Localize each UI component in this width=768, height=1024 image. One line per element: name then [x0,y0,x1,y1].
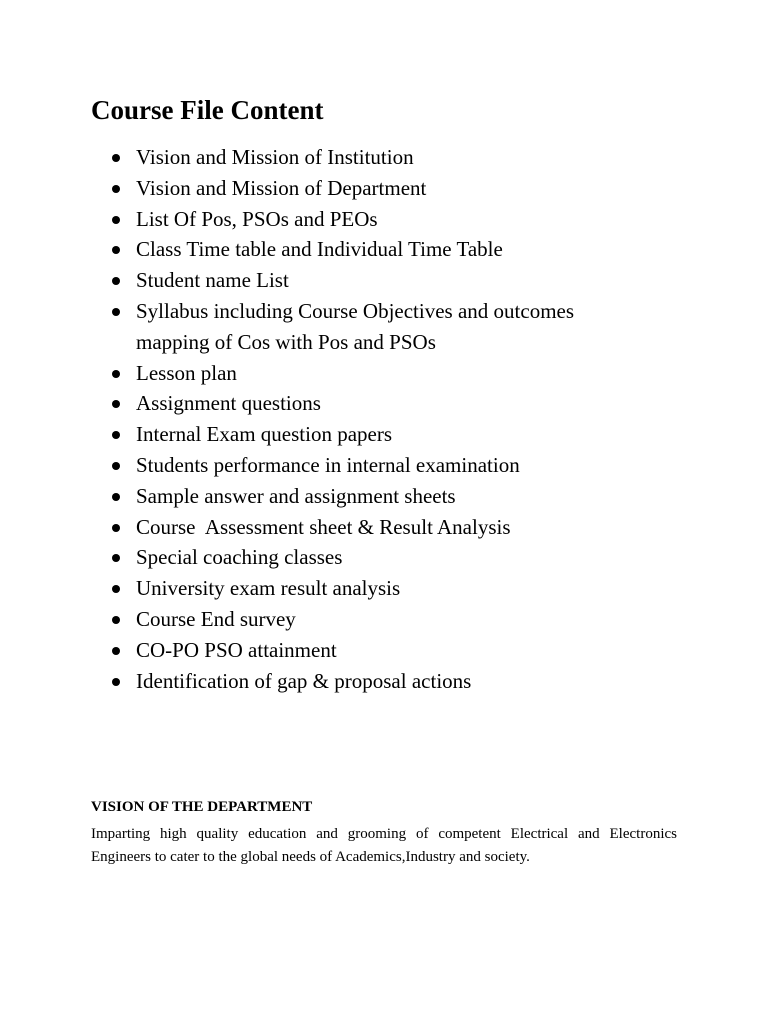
list-item-text: List Of Pos, PSOs and PEOs [136,206,378,231]
list-item-text: Vision and Mission of Department [136,175,427,200]
bullet-icon [112,400,120,408]
list-item-text: Student name List [136,268,289,293]
list-item [91,573,651,604]
list-item [91,666,651,697]
list-item-text: Students performance in internal examination [136,452,520,477]
list-item [91,296,651,358]
list-item-text: Vision and Mission of Institution [136,145,414,169]
bullet-icon [112,431,120,439]
list-item-text: CO-PO PSO attainment [136,637,337,662]
list-item-text: Syllabus including Course Objectives and outcomes mapping of Cos with Pos and PSOs [136,298,575,354]
bullet-icon [112,216,120,224]
list-item [91,204,651,235]
list-item-text: Internal Exam question papers [136,422,392,447]
list-item [91,512,651,543]
list-item-text: Identification of gap & proposal actions [136,668,472,693]
bullet-icon [112,647,120,655]
list-item-text: Lesson plan [136,360,237,385]
list-item [91,142,651,173]
list-item-text: Special coaching classes [136,545,343,570]
list-item-text: University exam result analysis [136,576,401,601]
list-item [91,419,651,450]
bullet-icon [112,277,120,285]
vision-paragraph: Imparting high quality education and grooming of competent Electrical and Electronics Engineers to cater to the global needs of Academics,Industry and society. [91,826,677,865]
bullet-icon [112,493,120,501]
list-item [91,481,651,512]
list-item [91,358,651,389]
list-item [91,604,651,635]
list-item [91,265,651,296]
page-title: Course File Content [91,95,324,125]
course-file-content-list [91,142,651,696]
list-item [91,388,651,419]
bullet-icon [112,616,120,624]
list-item-text: Assignment questions [136,391,321,416]
list-item [91,450,651,481]
bullet-icon [112,154,120,162]
list-item [91,635,651,666]
list-item [91,542,651,573]
list-item-text: Sample answer and assignment sheets [136,483,456,508]
bullet-icon [112,462,120,470]
bullet-icon [112,678,120,686]
list-item [91,173,651,204]
bullet-icon [112,308,120,316]
list-item [91,234,651,265]
bullet-icon [112,370,120,378]
bullet-icon [112,524,120,532]
bullet-icon [112,185,120,193]
list-item-text: Course End survey [136,606,296,631]
vision-heading: VISION OF THE DEPARTMENT [91,799,313,815]
list-item-text: Course Assessment sheet & Result Analysis [136,514,511,539]
list-item-text: Class Time table and Individual Time Table [136,237,503,262]
bullet-icon [112,585,120,593]
bullet-icon [112,554,120,562]
bullet-icon [112,246,120,254]
